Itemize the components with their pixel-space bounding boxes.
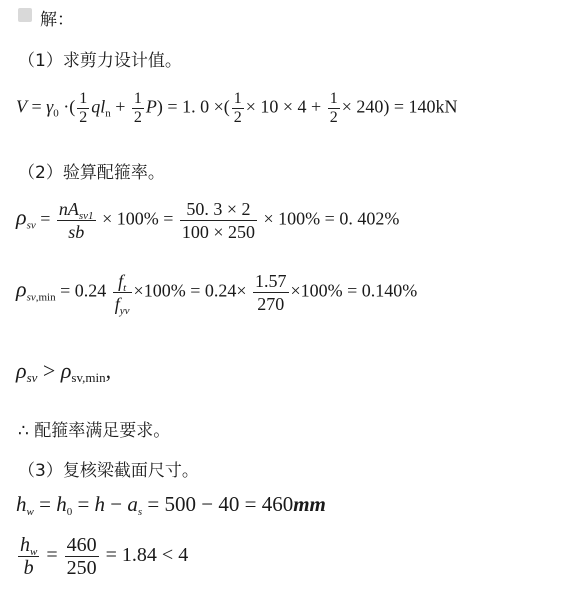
v-symbol: V bbox=[16, 96, 27, 117]
min-ratio-equation: $\rho_{sv,min} = 0.24$ $\frac{f_t}{f_{yv}}$ ×100% = 0.24× $\frac{1.57}{270}$ ×100% = 0.140% bbox=[16, 271, 418, 317]
q-value: 10 bbox=[260, 96, 279, 117]
l-value: 4 bbox=[297, 96, 307, 117]
as-value: 40 bbox=[218, 492, 240, 516]
shear-equation: $V = \gamma_0$ ·( $\frac{1}{2}$ $ql_n$ + $\frac{1}{2}$ P) = 1. 0 ×( $\frac{1}{2}$ × 10 × 4 + $\frac{1}{2}$ × 240) = 140kN bbox=[16, 90, 458, 126]
bullet-mark bbox=[18, 8, 32, 22]
p-value: 240 bbox=[356, 96, 384, 117]
comparison: $\rho_{sv} > \rho_{sv,min}$, bbox=[16, 358, 112, 385]
ft-value: 1.57 bbox=[255, 271, 287, 291]
step2-label: （2）验算配箍率。 bbox=[18, 163, 165, 183]
hw-b-equation: $\frac{h_w}{b}$ = $\frac{460}{250}$ = 1.84 < 4 bbox=[20, 534, 189, 579]
heading: 解： bbox=[40, 10, 74, 30]
sub-min: sv,min bbox=[71, 370, 106, 385]
den-symbol: sb bbox=[68, 222, 85, 242]
gamma-symbol: γ bbox=[46, 96, 54, 117]
ratio-den: 250 bbox=[66, 557, 97, 579]
coef-value: 1. 0 bbox=[182, 96, 210, 117]
unit: mm bbox=[293, 492, 326, 516]
v-result: 140kN bbox=[408, 96, 458, 117]
ratio-num: 460 bbox=[66, 534, 97, 556]
coef-024: 0.24 bbox=[74, 280, 107, 301]
rho-result: 0. 402% bbox=[339, 208, 400, 229]
num-symbol: nA bbox=[58, 199, 79, 219]
pct-text: × 100% bbox=[263, 208, 321, 229]
ratio-result: 1.84 bbox=[121, 544, 157, 567]
ratio-limit: 4 bbox=[178, 544, 189, 567]
step1-label: （1）求剪力设计值。 bbox=[18, 51, 182, 71]
rhomin-result: 0.140% bbox=[361, 280, 418, 301]
num-value: 50. 3 × 2 bbox=[180, 198, 257, 221]
hw-result: 460 bbox=[261, 492, 294, 516]
h-value: 500 bbox=[164, 492, 196, 516]
fyv-value: 270 bbox=[257, 294, 285, 314]
conclusion: ∴ 配箍率满足要求。 bbox=[18, 421, 171, 441]
ratio-equation: $\rho_{sv}$ = $\frac{nA_{sv1}}{sb}$ × 100% = $\frac{50. 3 \times 2}{100 \times 250}$ × 100% = 0. 402% bbox=[16, 199, 400, 242]
step3-label: （3）复核梁截面尺寸。 bbox=[18, 461, 199, 481]
den-value: 100 × 250 bbox=[181, 222, 256, 242]
hw-equation: $h_w = h_0 = h - a_s = 500 - 40 = 460mm$ bbox=[16, 492, 326, 518]
